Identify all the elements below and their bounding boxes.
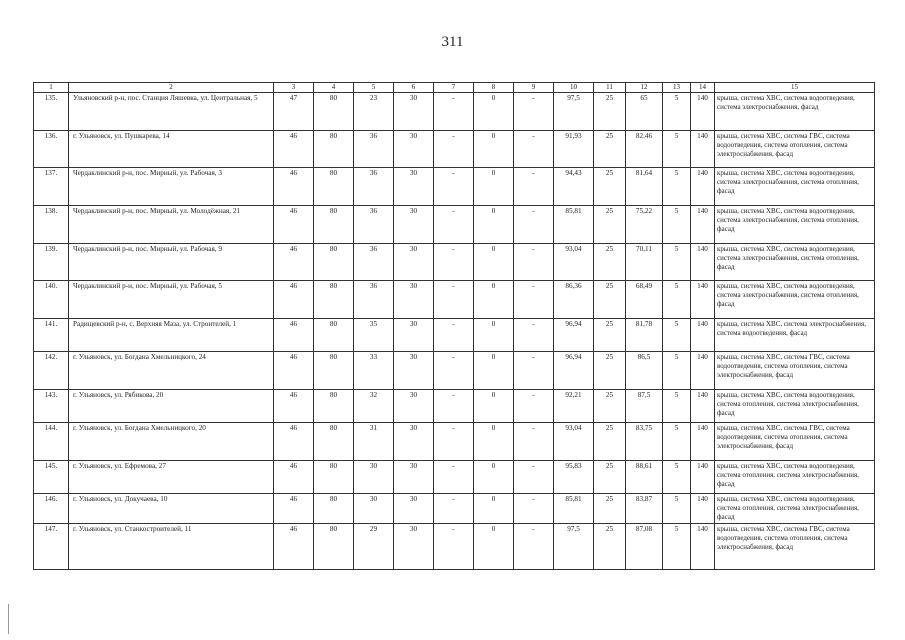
margin-mark — [8, 604, 9, 634]
value-cell-7: - — [434, 206, 474, 244]
address-cell: Чердаклинский р-н, пос. Мирный, ул. Рабочая, 5 — [69, 281, 274, 319]
row-number-cell: 136. — [34, 131, 69, 168]
value-cell-7: - — [434, 494, 474, 524]
value-cell-9: - — [514, 390, 554, 423]
value-cell-8: 0 — [474, 168, 514, 206]
value-cell-12: 83,75 — [626, 423, 663, 461]
value-cell-11: 25 — [594, 494, 626, 524]
table-row — [34, 131, 875, 168]
value-cell-9: - — [514, 244, 554, 281]
value-cell-10: 97,5 — [554, 93, 594, 131]
value-cell-4: 80 — [314, 131, 354, 168]
column-header-13: 13 — [663, 83, 691, 93]
column-header-8: 8 — [474, 83, 514, 93]
value-cell-8: 0 — [474, 281, 514, 319]
value-cell-3: 46 — [274, 352, 314, 390]
value-cell-7: - — [434, 281, 474, 319]
table-row — [34, 206, 875, 244]
value-cell-13: 5 — [663, 244, 691, 281]
value-cell-7: - — [434, 524, 474, 570]
column-header-11: 11 — [594, 83, 626, 93]
value-cell-6: 30 — [394, 423, 434, 461]
address-cell: Чердаклинский р-н, пос. Мирный, ул. Рабочая, 3 — [69, 168, 274, 206]
column-header-5: 5 — [354, 83, 394, 93]
value-cell-14: 140 — [691, 524, 715, 570]
value-cell-8: 0 — [474, 319, 514, 352]
value-cell-3: 46 — [274, 131, 314, 168]
works-cell: крыша, система ХВС, система ГВС, система водоотведения, система отопления, система электроснабжения, фасад — [715, 524, 875, 570]
value-cell-11: 25 — [594, 461, 626, 494]
table-body — [34, 83, 875, 570]
value-cell-11: 25 — [594, 281, 626, 319]
value-cell-4: 80 — [314, 423, 354, 461]
column-header-12: 12 — [626, 83, 663, 93]
value-cell-7: - — [434, 423, 474, 461]
value-cell-9: - — [514, 423, 554, 461]
value-cell-6: 30 — [394, 206, 434, 244]
address-cell: г. Ульяновск, ул. Докучаева, 10 — [69, 494, 274, 524]
column-header-1: 1 — [34, 83, 69, 93]
value-cell-14: 140 — [691, 494, 715, 524]
column-header-14: 14 — [691, 83, 715, 93]
column-header-10: 10 — [554, 83, 594, 93]
value-cell-10: 94,43 — [554, 168, 594, 206]
value-cell-12: 81,64 — [626, 168, 663, 206]
value-cell-5: 36 — [354, 168, 394, 206]
value-cell-12: 65 — [626, 93, 663, 131]
value-cell-7: - — [434, 168, 474, 206]
value-cell-10: 85,81 — [554, 206, 594, 244]
value-cell-14: 140 — [691, 461, 715, 494]
column-header-7: 7 — [434, 83, 474, 93]
value-cell-3: 46 — [274, 423, 314, 461]
value-cell-9: - — [514, 352, 554, 390]
page-number: 311 — [441, 34, 464, 50]
address-cell: Ульяновский р-н, пос. Станция Ляшевка, ул. Центральная, 5 — [69, 93, 274, 131]
value-cell-13: 5 — [663, 93, 691, 131]
table-row — [34, 319, 875, 352]
value-cell-14: 140 — [691, 244, 715, 281]
value-cell-8: 0 — [474, 131, 514, 168]
value-cell-11: 25 — [594, 352, 626, 390]
table-row — [34, 423, 875, 461]
table-row — [34, 168, 875, 206]
value-cell-5: 29 — [354, 524, 394, 570]
value-cell-4: 80 — [314, 352, 354, 390]
value-cell-12: 68,49 — [626, 281, 663, 319]
value-cell-7: - — [434, 93, 474, 131]
value-cell-12: 88,61 — [626, 461, 663, 494]
value-cell-9: - — [514, 319, 554, 352]
value-cell-7: - — [434, 352, 474, 390]
value-cell-14: 140 — [691, 93, 715, 131]
value-cell-11: 25 — [594, 423, 626, 461]
value-cell-14: 140 — [691, 319, 715, 352]
address-cell: Радищевский р-н, с. Верхняя Маза, ул. Строителей, 1 — [69, 319, 274, 352]
value-cell-4: 80 — [314, 524, 354, 570]
value-cell-13: 5 — [663, 423, 691, 461]
value-cell-5: 33 — [354, 352, 394, 390]
works-cell: крыша, система ХВС, система ГВС, система водоотведения, система отопления, система электроснабжения, фасад — [715, 423, 875, 461]
value-cell-14: 140 — [691, 352, 715, 390]
value-cell-14: 140 — [691, 390, 715, 423]
value-cell-9: - — [514, 206, 554, 244]
value-cell-11: 25 — [594, 168, 626, 206]
value-cell-4: 80 — [314, 168, 354, 206]
value-cell-6: 30 — [394, 319, 434, 352]
value-cell-13: 5 — [663, 206, 691, 244]
column-header-9: 9 — [514, 83, 554, 93]
value-cell-10: 97,5 — [554, 524, 594, 570]
value-cell-4: 80 — [314, 319, 354, 352]
works-cell: крыша, система ХВС, система водоотведения, система отопления, система электроснабжения, фасад — [715, 461, 875, 494]
value-cell-6: 30 — [394, 352, 434, 390]
value-cell-12: 70,11 — [626, 244, 663, 281]
value-cell-9: - — [514, 461, 554, 494]
table-row — [34, 494, 875, 524]
row-number-cell: 141. — [34, 319, 69, 352]
value-cell-10: 85,81 — [554, 494, 594, 524]
column-header-3: 3 — [274, 83, 314, 93]
value-cell-8: 0 — [474, 423, 514, 461]
value-cell-7: - — [434, 244, 474, 281]
table-row — [34, 461, 875, 494]
address-cell: г. Ульяновск, ул. Пушкарева, 14 — [69, 131, 274, 168]
row-number-cell: 137. — [34, 168, 69, 206]
value-cell-13: 5 — [663, 461, 691, 494]
value-cell-13: 5 — [663, 352, 691, 390]
value-cell-6: 30 — [394, 168, 434, 206]
column-header-2: 2 — [69, 83, 274, 93]
value-cell-14: 140 — [691, 168, 715, 206]
row-number-cell: 140. — [34, 281, 69, 319]
address-cell: г. Ульяновск, ул. Станкостроителей, 11 — [69, 524, 274, 570]
value-cell-6: 30 — [394, 461, 434, 494]
value-cell-6: 30 — [394, 281, 434, 319]
value-cell-9: - — [514, 131, 554, 168]
value-cell-13: 5 — [663, 524, 691, 570]
value-cell-7: - — [434, 390, 474, 423]
works-cell: крыша, система ХВС, система электроснабжения, система водоотведения, фасад — [715, 319, 875, 352]
value-cell-13: 5 — [663, 494, 691, 524]
address-cell: г. Ульяновск, ул. Богдана Хмельницкого, 24 — [69, 352, 274, 390]
value-cell-3: 46 — [274, 281, 314, 319]
works-cell: крыша, система ХВС, система водоотведения, система электроснабжения, система отопления, фасад — [715, 281, 875, 319]
value-cell-8: 0 — [474, 461, 514, 494]
value-cell-7: - — [434, 461, 474, 494]
value-cell-10: 95,83 — [554, 461, 594, 494]
value-cell-4: 80 — [314, 93, 354, 131]
value-cell-6: 30 — [394, 524, 434, 570]
value-cell-10: 96,94 — [554, 319, 594, 352]
value-cell-4: 80 — [314, 461, 354, 494]
table-row — [34, 244, 875, 281]
value-cell-9: - — [514, 93, 554, 131]
value-cell-9: - — [514, 494, 554, 524]
value-cell-3: 47 — [274, 93, 314, 131]
value-cell-6: 30 — [394, 494, 434, 524]
row-number-cell: 143. — [34, 390, 69, 423]
value-cell-5: 36 — [354, 131, 394, 168]
value-cell-6: 30 — [394, 244, 434, 281]
value-cell-13: 5 — [663, 281, 691, 319]
value-cell-13: 5 — [663, 168, 691, 206]
value-cell-5: 36 — [354, 206, 394, 244]
row-number-cell: 147. — [34, 524, 69, 570]
works-cell: крыша, система ХВС, система водоотведения, система электроснабжения, система отопления, фасад — [715, 206, 875, 244]
value-cell-3: 46 — [274, 390, 314, 423]
works-cell: крыша, система ХВС, система водоотведения, система электроснабжения, фасад — [715, 93, 875, 131]
value-cell-3: 46 — [274, 524, 314, 570]
value-cell-4: 80 — [314, 244, 354, 281]
value-cell-12: 82,46 — [626, 131, 663, 168]
value-cell-4: 80 — [314, 206, 354, 244]
housing-register-table — [33, 82, 875, 570]
value-cell-12: 87,5 — [626, 390, 663, 423]
works-cell: крыша, система ХВС, система водоотведения, система электроснабжения, система отопления, фасад — [715, 168, 875, 206]
value-cell-8: 0 — [474, 524, 514, 570]
value-cell-13: 5 — [663, 319, 691, 352]
value-cell-11: 25 — [594, 93, 626, 131]
value-cell-5: 32 — [354, 390, 394, 423]
value-cell-12: 87,08 — [626, 524, 663, 570]
value-cell-10: 93,04 — [554, 244, 594, 281]
value-cell-10: 86,36 — [554, 281, 594, 319]
value-cell-10: 96,94 — [554, 352, 594, 390]
works-cell: крыша, система ХВС, система ГВС, система водоотведения, система отопления, система электроснабжения, фасад — [715, 352, 875, 390]
value-cell-8: 0 — [474, 93, 514, 131]
column-header-15: 15 — [715, 83, 875, 93]
value-cell-11: 25 — [594, 524, 626, 570]
works-cell: крыша, система ХВС, система ГВС, система водоотведения, система отопления, система электроснабжения, фасад — [715, 131, 875, 168]
value-cell-13: 5 — [663, 390, 691, 423]
value-cell-9: - — [514, 524, 554, 570]
value-cell-5: 31 — [354, 423, 394, 461]
table-row — [34, 281, 875, 319]
value-cell-14: 140 — [691, 206, 715, 244]
value-cell-14: 140 — [691, 423, 715, 461]
value-cell-6: 30 — [394, 131, 434, 168]
value-cell-11: 25 — [594, 319, 626, 352]
column-header-4: 4 — [314, 83, 354, 93]
column-header-6: 6 — [394, 83, 434, 93]
value-cell-5: 36 — [354, 281, 394, 319]
table-row — [34, 390, 875, 423]
value-cell-6: 30 — [394, 93, 434, 131]
value-cell-3: 46 — [274, 206, 314, 244]
value-cell-3: 46 — [274, 168, 314, 206]
value-cell-9: - — [514, 281, 554, 319]
value-cell-11: 25 — [594, 206, 626, 244]
value-cell-3: 46 — [274, 494, 314, 524]
works-cell: крыша, система ХВС, система водоотведения, система электроснабжения, система отопления, фасад — [715, 244, 875, 281]
value-cell-8: 0 — [474, 390, 514, 423]
table-row — [34, 352, 875, 390]
row-number-cell: 135. — [34, 93, 69, 131]
value-cell-5: 36 — [354, 244, 394, 281]
row-number-cell: 145. — [34, 461, 69, 494]
value-cell-14: 140 — [691, 281, 715, 319]
row-number-cell: 146. — [34, 494, 69, 524]
value-cell-7: - — [434, 319, 474, 352]
row-number-cell: 144. — [34, 423, 69, 461]
value-cell-5: 30 — [354, 494, 394, 524]
value-cell-3: 46 — [274, 319, 314, 352]
value-cell-8: 0 — [474, 352, 514, 390]
value-cell-4: 80 — [314, 390, 354, 423]
works-cell: крыша, система ХВС, система водоотведения, система отопления, система электроснабжения, фасад — [715, 390, 875, 423]
table-row — [34, 524, 875, 570]
value-cell-4: 80 — [314, 494, 354, 524]
value-cell-4: 80 — [314, 281, 354, 319]
row-number-cell: 139. — [34, 244, 69, 281]
row-number-cell: 138. — [34, 206, 69, 244]
value-cell-12: 86,5 — [626, 352, 663, 390]
value-cell-5: 35 — [354, 319, 394, 352]
value-cell-5: 30 — [354, 461, 394, 494]
value-cell-12: 83,87 — [626, 494, 663, 524]
value-cell-12: 75,22 — [626, 206, 663, 244]
address-cell: г. Ульяновск, ул. Богдана Хмельницкого, 20 — [69, 423, 274, 461]
value-cell-11: 25 — [594, 131, 626, 168]
value-cell-7: - — [434, 131, 474, 168]
row-number-cell: 142. — [34, 352, 69, 390]
value-cell-9: - — [514, 168, 554, 206]
value-cell-12: 81,78 — [626, 319, 663, 352]
value-cell-11: 25 — [594, 244, 626, 281]
value-cell-14: 140 — [691, 131, 715, 168]
value-cell-3: 46 — [274, 461, 314, 494]
value-cell-6: 30 — [394, 390, 434, 423]
value-cell-5: 23 — [354, 93, 394, 131]
address-cell: Чердаклинский р-н, пос. Мирный, ул. Рабочая, 9 — [69, 244, 274, 281]
value-cell-13: 5 — [663, 131, 691, 168]
table-row — [34, 93, 875, 131]
value-cell-10: 93,04 — [554, 423, 594, 461]
value-cell-11: 25 — [594, 390, 626, 423]
value-cell-3: 46 — [274, 244, 314, 281]
address-cell: Чердаклинский р-н, пос. Мирный, ул. Молодёжная, 21 — [69, 206, 274, 244]
address-cell: г. Ульяновск, ул. Рябикова, 20 — [69, 390, 274, 423]
value-cell-10: 91,93 — [554, 131, 594, 168]
works-cell: крыша, система ХВС, система водоотведения, система отопления, система электроснабжения, фасад — [715, 494, 875, 524]
table-header-row — [34, 83, 875, 93]
value-cell-8: 0 — [474, 494, 514, 524]
value-cell-8: 0 — [474, 206, 514, 244]
value-cell-8: 0 — [474, 244, 514, 281]
value-cell-10: 92,21 — [554, 390, 594, 423]
address-cell: г. Ульяновск, ул. Ефремова, 27 — [69, 461, 274, 494]
